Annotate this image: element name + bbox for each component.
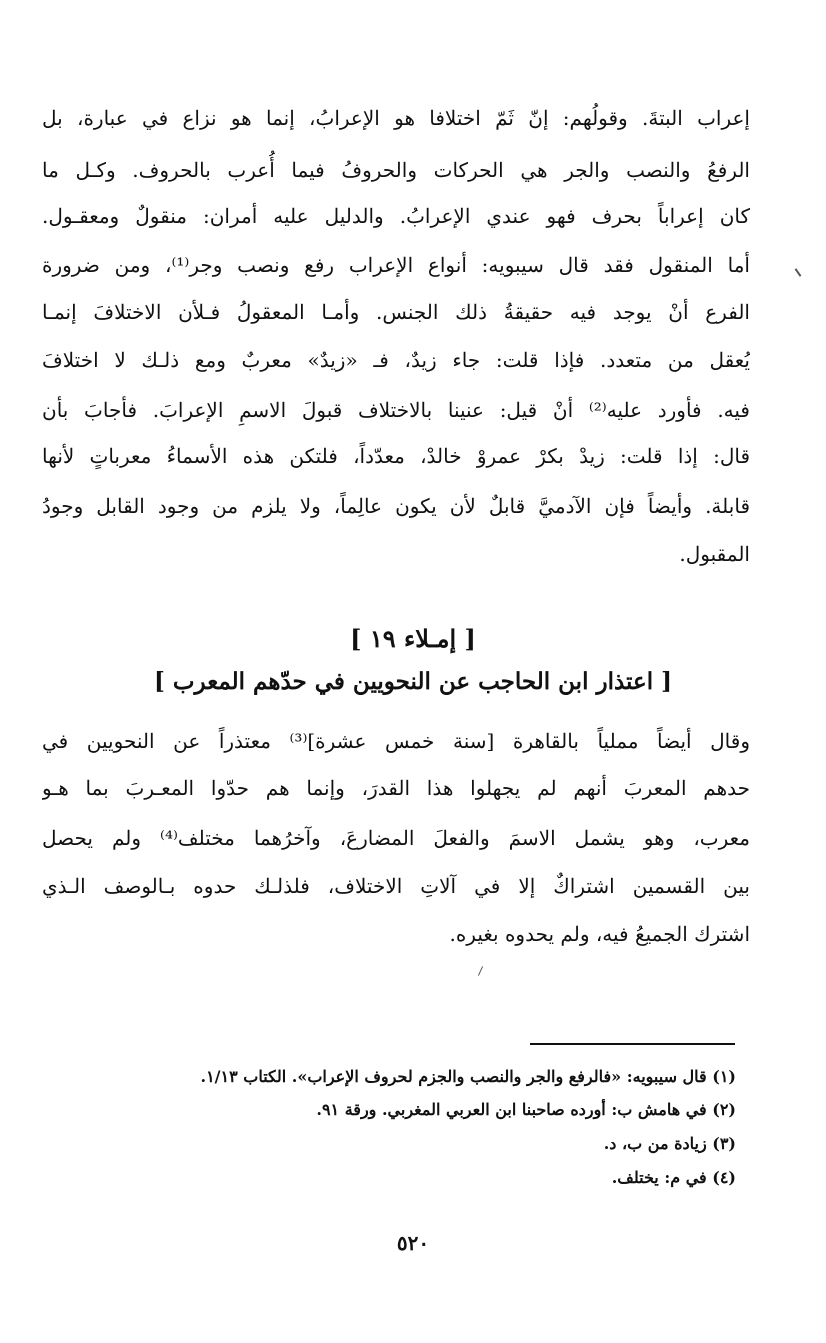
text-line: وقال أيضاً مملياً بالقاهرة [سنة خمس عشرة]⁽³⁾ معتذراً عن النحويين في [42, 729, 750, 753]
page-number: ٥٢٠ [396, 1231, 430, 1255]
text-line: حدهم المعربَ أنهم لم يجهلوا هذا القدرَ، وإنما هم حدّوا المعـربَ بما هـو [42, 776, 750, 800]
footnote: (٤) في م: يختلف. [611, 1168, 736, 1187]
footnote: (١) قال سيبويه: «فالرفع والجر والنصب والجزم لحروف الإعراب». الكتاب ١/١٣. [200, 1067, 736, 1086]
footnote: (٣) زيادة من ب، د. [603, 1134, 736, 1153]
text-line: كان إعراباً بحرف فهو عندي الإعرابُ. والدليل عليه أمران: منقولٌ ومعقـول. [42, 204, 750, 228]
footnote: (٢) في هامش ب: أورده صاحبنا ابن العربي المغربي. ورقة ٩١. [316, 1100, 736, 1119]
footnote-divider [530, 1043, 735, 1045]
section-subtitle: [ اعتذار ابن الحاجب عن النحويين في حدّهم المعرب ] [154, 668, 672, 695]
text-line: إعراب البتةَ. وقولُهم: إنّ ثَمّ اختلافا هو الإعرابُ، إنما هو نزاع في عبارة، بل [42, 106, 750, 130]
text-line: الفرع أنْ يوجد فيه حقيقةُ ذلك الجنس. وأمـا المعقولُ فـلأن الاختلافَ إنمـا [42, 300, 750, 324]
text-line: المقبول. [679, 542, 750, 566]
text-line: أما المنقول فقد قال سيبويه: أنواع الإعراب رفع ونصب وجر⁽¹⁾، ومن ضرورة [42, 253, 750, 277]
text-line: اشترك الجميعُ فيه، ولم يحدوه بغيره. [449, 922, 750, 946]
text-line: بين القسمين اشتراكٌ إلا في آلاتِ الاختلاف، فلذلـك حدوه بـالوصف الـذي [42, 874, 750, 898]
scan-speck [795, 268, 802, 277]
text-line: معرب، وهو يشمل الاسمَ والفعلَ المضارعَ، وآخرُهما مختلف⁽⁴⁾ ولم يحصل [42, 826, 750, 850]
text-line: قابلة. وأيضاً فإن الآدميَّ قابلٌ لأن يكون عالِماً، ولا يلزم من وجود القابل وجودُ [42, 494, 750, 518]
text-line: قال: إذا قلت: زيدْ بكرْ عمروْ خالدْ، معدّداً، فلتكن هذه الأسماءُ معرباتٍ لأنها [42, 444, 750, 468]
text-line: يُعقل من متعدد. فإذا قلت: جاء زيدٌ، فـ «زيدٌ» معربٌ ومع ذلـك لا اختلافَ [42, 348, 750, 372]
section-title: [ إمـلاء ١٩ ] [350, 624, 476, 653]
scan-speck [478, 966, 483, 975]
text-line: الرفعُ والنصب والجر هي الحركات والحروفُ فيما أُعرب بالحروف. وكـل ما [42, 158, 750, 182]
text-line: فيه. فأورد عليه⁽²⁾ أنْ قيل: عنينا بالاختلاف قبولَ الاسمِ الإعرابَ. فأجابَ بأن [42, 398, 750, 422]
